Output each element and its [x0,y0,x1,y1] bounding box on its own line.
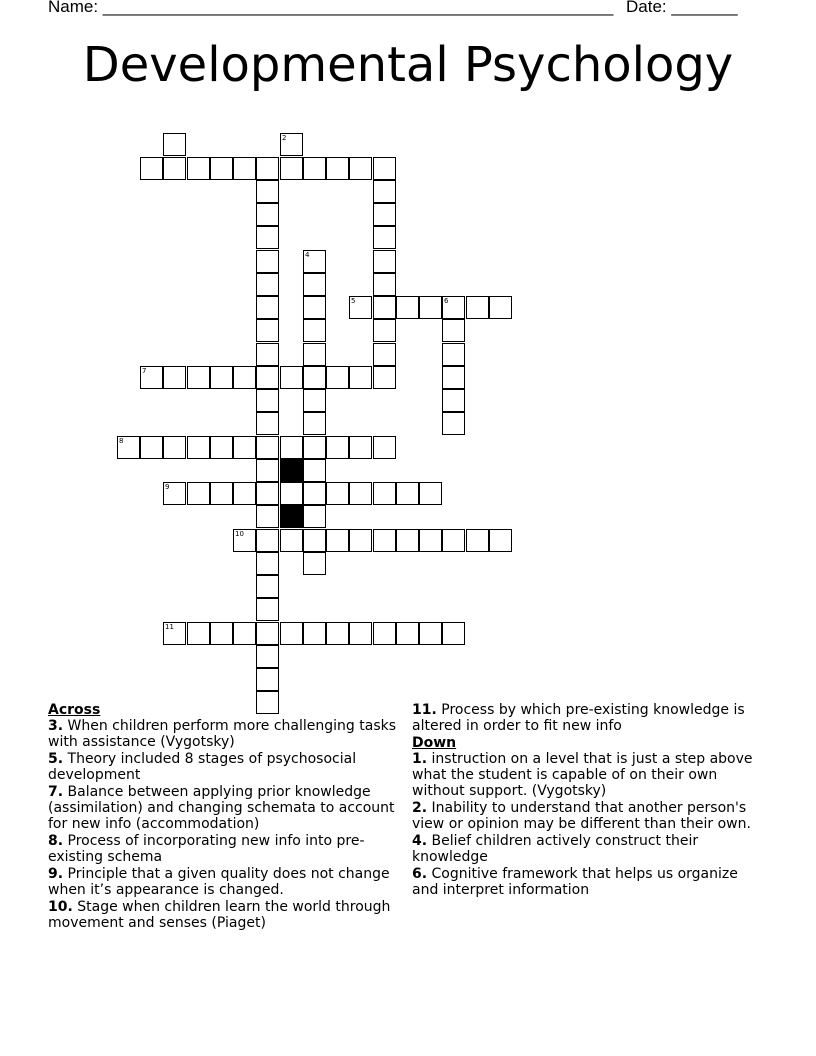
grid-cell[interactable] [419,622,442,645]
grid-cell[interactable] [489,529,512,552]
cell-number: 9 [165,483,170,491]
clue-text: instruction on a level that is just a step above what the student is capable of on their own without support. (Vygotsky) [412,751,753,799]
grid-cell[interactable] [210,157,233,180]
grid-cell[interactable] [373,180,396,203]
clue-across-9 [48,866,408,898]
grid-cell[interactable] [233,482,256,505]
grid-cell[interactable] [256,598,279,621]
grid-cell[interactable] [140,157,163,180]
grid-cell[interactable] [303,436,326,459]
clue-text: Process of incorporating new info into pre-existing schema [48,833,365,865]
down-heading: Down [412,735,457,751]
grid-cell[interactable] [256,250,279,273]
date-field-label: Date: _______ [626,0,738,16]
grid-cell[interactable] [163,436,186,459]
clue-text: Stage when children learn the world through movement and senses (Piaget) [48,899,391,931]
clues-column-left [48,702,408,932]
clue-down-2 [412,800,762,832]
clue-text: Cognitive framework that helps us organize and interpret information [412,866,738,898]
clue-across-3 [48,718,408,750]
grid-cell[interactable] [373,319,396,342]
grid-cell[interactable] [373,622,396,645]
grid-cell[interactable] [419,296,442,319]
black-cell [280,459,303,482]
cell-number: 4 [305,251,310,259]
grid-cell[interactable] [256,668,279,691]
clue-text: Inability to understand that another person's view or opinion may be different than their own. [412,800,751,832]
grid-cell[interactable] [442,319,465,342]
grid-cell[interactable] [303,552,326,575]
grid-cell[interactable] [280,436,303,459]
grid-cell[interactable] [373,529,396,552]
grid-cell[interactable] [373,436,396,459]
grid-cell[interactable] [373,482,396,505]
grid-cell[interactable] [187,366,210,389]
grid-cell[interactable] [349,622,372,645]
clue-text: Process by which pre-existing knowledge is altered in order to fit new info [412,702,745,734]
grid-cell[interactable] [256,622,279,645]
grid-cell[interactable] [256,273,279,296]
clue-number: 7. [48,784,64,800]
grid-cell[interactable] [256,552,279,575]
grid-cell[interactable] [117,436,140,459]
clue-text: Principle that a given quality does not change when it’s appearance is changed. [48,866,390,898]
grid-cell[interactable] [187,622,210,645]
grid-cell[interactable] [442,622,465,645]
grid-cell[interactable] [349,436,372,459]
grid-cell[interactable] [303,412,326,435]
clue-text: Balance between applying prior knowledge (assimilation) and changing schemata to account for new info (accommodation) [48,784,395,832]
cell-number: 6 [444,297,449,305]
grid-cell[interactable] [256,296,279,319]
grid-cell[interactable] [419,529,442,552]
grid-cell[interactable] [233,436,256,459]
grid-cell[interactable] [396,529,419,552]
grid-cell[interactable] [326,366,349,389]
clue-number: 6. [412,866,428,882]
clue-across-5 [48,751,408,783]
grid-cell[interactable] [326,529,349,552]
grid-cell[interactable] [466,529,489,552]
grid-cell[interactable] [210,436,233,459]
grid-cell[interactable] [256,529,279,552]
grid-cell[interactable] [163,622,186,645]
grid-cell[interactable] [303,482,326,505]
grid-cell[interactable] [373,250,396,273]
grid-cell[interactable] [373,366,396,389]
grid-cell[interactable] [303,250,326,273]
clue-number: 10. [48,899,73,915]
clue-number: 2. [412,800,428,816]
clue-text: Belief children actively construct their knowledge [412,833,699,865]
grid-cell[interactable] [303,319,326,342]
grid-cell[interactable] [140,366,163,389]
grid-cell[interactable] [303,157,326,180]
clue-number: 11. [412,702,437,718]
grid-cell[interactable] [256,412,279,435]
grid-cell[interactable] [303,366,326,389]
grid-cell[interactable] [280,133,303,156]
grid-cell[interactable] [396,482,419,505]
grid-cell[interactable] [326,622,349,645]
clue-down-6 [412,866,762,898]
clue-number: 8. [48,833,64,849]
grid-cell[interactable] [303,389,326,412]
page-title: Developmental Psychology [82,37,734,93]
cell-number: 7 [142,367,147,375]
grid-cell[interactable] [442,366,465,389]
grid-cell[interactable] [210,366,233,389]
clue-text: Theory included 8 stages of psychosocial development [48,751,357,783]
grid-cell[interactable] [373,296,396,319]
grid-cell[interactable] [349,366,372,389]
clue-across-7 [48,784,408,832]
grid-cell[interactable] [489,296,512,319]
grid-cell[interactable] [280,622,303,645]
grid-cell[interactable] [349,157,372,180]
across-heading: Across [48,702,101,718]
clues-column-right [412,702,762,899]
grid-cell[interactable] [466,296,489,319]
grid-cell[interactable] [163,133,186,156]
grid-cell[interactable] [349,296,372,319]
cell-number: 5 [351,297,356,305]
clue-number: 9. [48,866,64,882]
grid-cell[interactable] [303,529,326,552]
grid-cell[interactable] [303,459,326,482]
cell-number: 2 [282,134,287,142]
clue-across-8 [48,833,408,865]
grid-cell[interactable] [256,319,279,342]
grid-cell[interactable] [256,226,279,249]
grid-cell[interactable] [326,157,349,180]
grid-cell[interactable] [349,529,372,552]
grid-cell[interactable] [187,157,210,180]
clue-down-4 [412,833,762,865]
grid-cell[interactable] [210,482,233,505]
grid-cell[interactable] [442,389,465,412]
cell-number: 8 [119,437,124,445]
grid-cell[interactable] [187,482,210,505]
grid-cell[interactable] [256,482,279,505]
grid-cell[interactable] [442,529,465,552]
grid-cell[interactable] [280,482,303,505]
grid-cell[interactable] [233,529,256,552]
grid-cell[interactable] [256,180,279,203]
clue-number: 5. [48,751,64,767]
clue-across-11 [412,702,762,734]
grid-cell[interactable] [349,482,372,505]
clue-across-10 [48,899,408,931]
grid-cell[interactable] [256,436,279,459]
name-field-label: Name: ______________________________________________________ [48,0,614,16]
grid-cell[interactable] [163,482,186,505]
grid-cell[interactable] [373,157,396,180]
grid-cell[interactable] [163,157,186,180]
grid-cell[interactable] [187,436,210,459]
grid-cell[interactable] [256,389,279,412]
grid-cell[interactable] [256,505,279,528]
grid-cell[interactable] [373,203,396,226]
grid-cell[interactable] [303,343,326,366]
black-cell [280,505,303,528]
clue-number: 3. [48,718,64,734]
grid-cell[interactable] [396,296,419,319]
grid-cell[interactable] [140,436,163,459]
grid-cell[interactable] [442,296,465,319]
grid-cell[interactable] [256,366,279,389]
grid-cell[interactable] [442,412,465,435]
grid-cell[interactable] [396,622,419,645]
grid-cell[interactable] [419,482,442,505]
grid-cell[interactable] [303,273,326,296]
grid-cell[interactable] [303,296,326,319]
grid-cell[interactable] [303,622,326,645]
grid-cell[interactable] [256,157,279,180]
grid-cell[interactable] [280,529,303,552]
clue-number: 1. [412,751,428,767]
grid-cell[interactable] [210,622,233,645]
grid-cell[interactable] [326,436,349,459]
grid-cell[interactable] [373,343,396,366]
clue-text: When children perform more challenging tasks with assistance (Vygotsky) [48,718,397,750]
cell-number: 10 [235,530,244,538]
grid-cell[interactable] [326,482,349,505]
grid-cell[interactable] [303,505,326,528]
grid-cell[interactable] [373,273,396,296]
grid-cell[interactable] [233,622,256,645]
grid-cell[interactable] [256,343,279,366]
grid-cell[interactable] [233,157,256,180]
grid-cell[interactable] [233,366,256,389]
clue-number: 4. [412,833,428,849]
grid-cell[interactable] [163,366,186,389]
clue-down-1 [412,751,762,799]
grid-cell[interactable] [256,645,279,668]
grid-cell[interactable] [256,459,279,482]
grid-cell[interactable] [280,157,303,180]
cell-number: 11 [165,623,174,631]
grid-cell[interactable] [256,203,279,226]
grid-cell[interactable] [373,226,396,249]
grid-cell[interactable] [442,343,465,366]
grid-cell[interactable] [280,366,303,389]
grid-cell[interactable] [256,575,279,598]
